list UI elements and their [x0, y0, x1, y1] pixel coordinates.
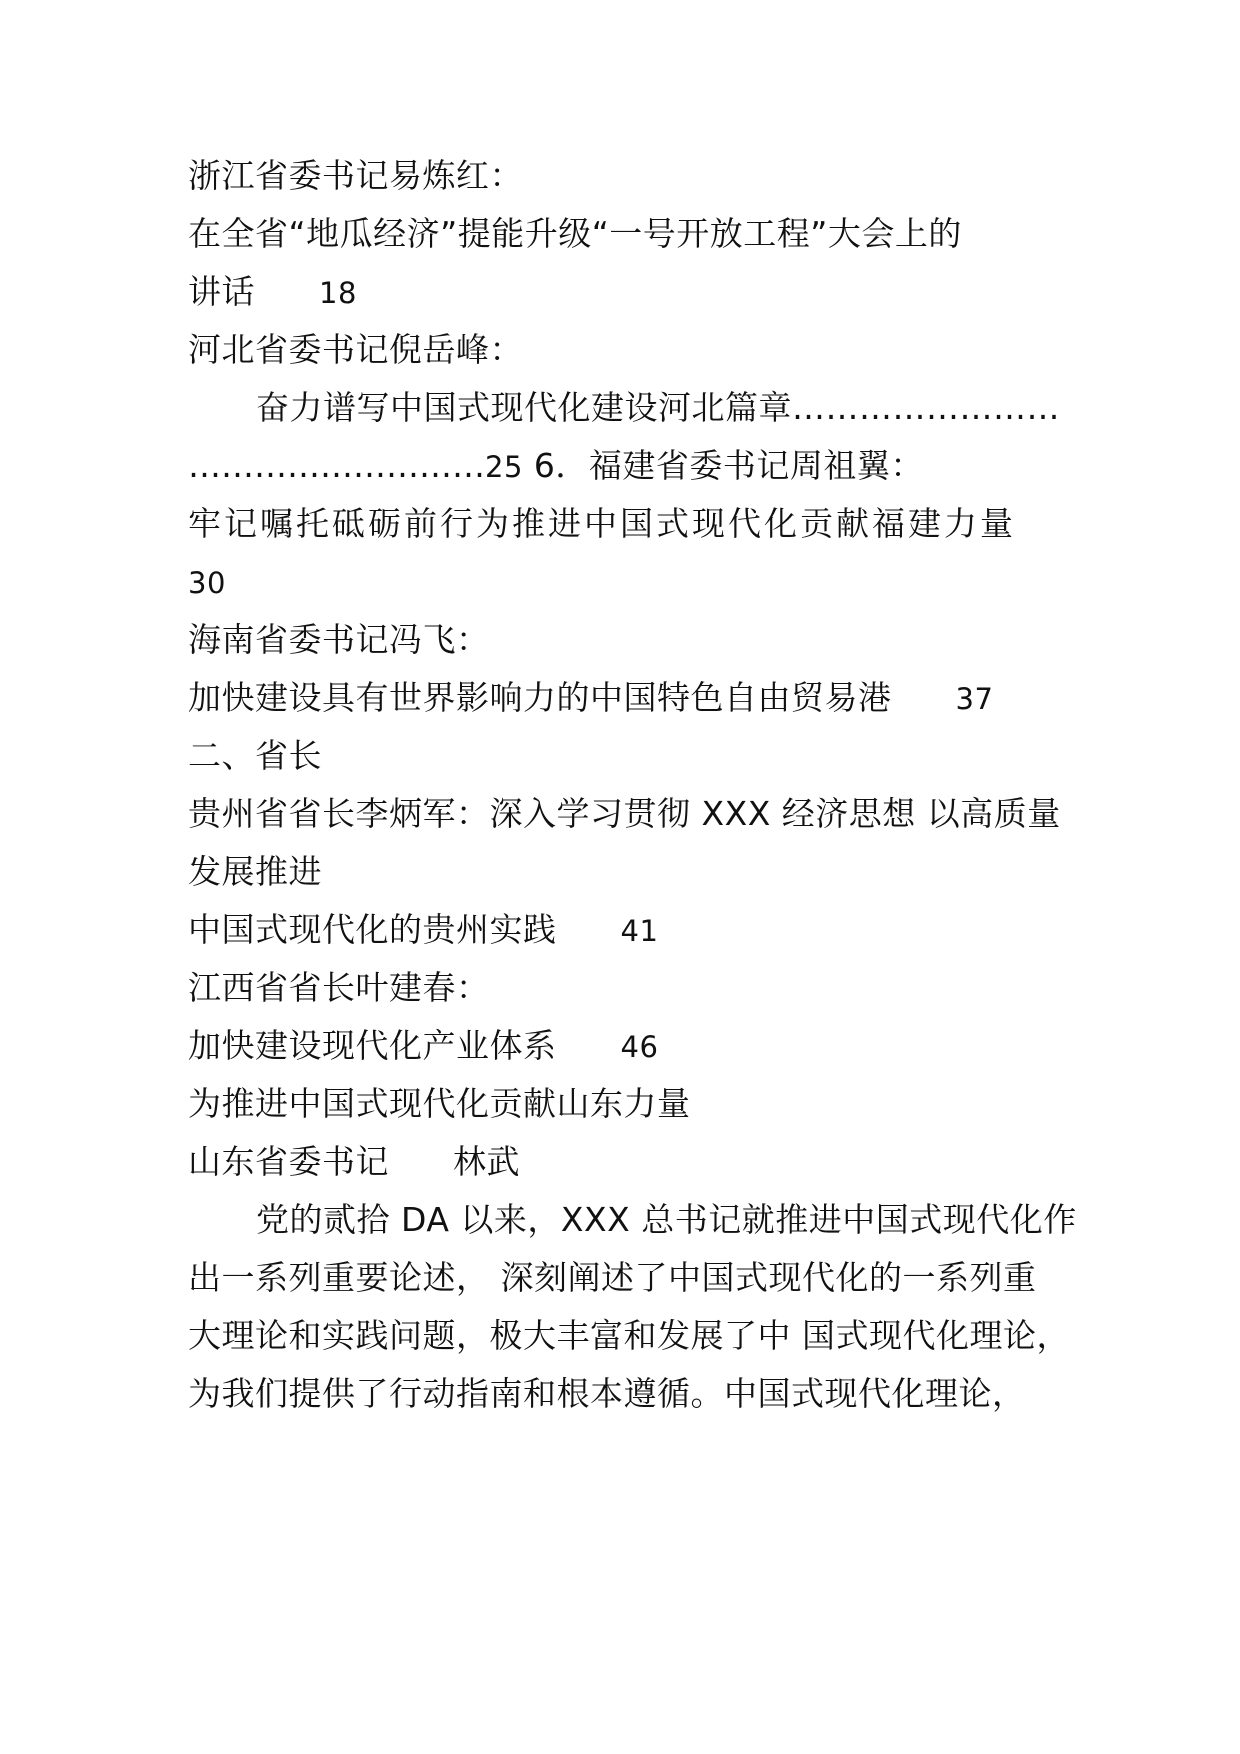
toc-guizhou-title-line-1 — [188, 792, 1061, 836]
toc-jiangxi-heading-text: 江西省省长叶建春： — [188, 968, 490, 1007]
toc-hebei-title-text: 奋力谱写中国式现代化建设河北篇章…………………… — [256, 388, 1060, 427]
toc-hainan-heading-text: 海南省委书记冯飞： — [188, 620, 490, 659]
toc-section-two-text: 二、省长 — [188, 736, 322, 775]
toc-guizhou-title-line-2 — [188, 850, 322, 894]
toc-jiangxi-title-line — [188, 1024, 658, 1069]
toc-hebei-fujian-line — [188, 444, 924, 489]
toc-guizhou-title-line-3 — [188, 908, 658, 953]
toc-hainan-title-line — [188, 676, 993, 721]
toc-fujian-page-line — [188, 560, 226, 605]
article-title-text: 为推进中国式现代化贡献山东力量 — [188, 1084, 691, 1123]
article-paragraph-text-4: 为我们提供了行动指南和根本遵循。中国式现代化理论， — [188, 1374, 1026, 1413]
article-paragraph-line-3 — [188, 1314, 1070, 1358]
toc-fujian-page-number: 30 — [188, 566, 226, 600]
article-author-role: 山东省委书记 — [188, 1142, 389, 1181]
toc-hainan-heading — [188, 618, 490, 662]
toc-jiangxi-title-text: 加快建设现代化产业体系 — [188, 1026, 557, 1065]
toc-guizhou-title-text-1: 贵州省省长李炳军：深入学习贯彻 XXX 经济思想 以高质量 — [188, 794, 1061, 833]
toc-hebei-page-number: 25 — [485, 450, 523, 484]
toc-section-heading — [188, 734, 322, 778]
toc-hainan-page-number: 37 — [955, 682, 994, 716]
toc-zhejiang-title-text-2: 讲话 — [188, 272, 255, 311]
toc-fujian-title-line — [188, 502, 1016, 546]
article-title — [188, 1082, 691, 1126]
toc-jiangxi-heading — [188, 966, 490, 1010]
article-paragraph-line-4 — [188, 1372, 1026, 1416]
toc-fujian-title-text: 牢记嘱托砥砺前行为推进中国式现代化贡献福建力量 — [188, 504, 1016, 543]
toc-zhejiang-title-text-1: 在全省“地瓜经济”提能升级“一号开放工程”大会上的 — [188, 214, 962, 253]
article-byline — [188, 1140, 520, 1184]
article-paragraph-text-3: 大理论和实践问题，极大丰富和发展了中 国式现代化理论， — [188, 1316, 1070, 1355]
toc-hebei-title-line — [256, 386, 1060, 430]
toc-zhejiang-heading-text: 浙江省委书记易炼红： — [188, 156, 523, 195]
article-author-name: 林武 — [453, 1142, 520, 1181]
toc-hebei-heading-text: 河北省委书记倪岳峰： — [188, 330, 523, 369]
article-paragraph-line-1 — [256, 1198, 1077, 1242]
article-paragraph-line-2 — [188, 1256, 1037, 1300]
toc-zhejiang-page-number: 18 — [319, 276, 357, 310]
toc-leader-dots: ……………………… — [188, 446, 485, 485]
toc-guizhou-title-text-2: 发展推进 — [188, 852, 322, 891]
toc-fujian-heading-text: 6．福建省委书记周祖翼： — [533, 446, 924, 485]
toc-hainan-title-text: 加快建设具有世界影响力的中国特色自由贸易港 — [188, 678, 892, 717]
toc-zhejiang-title-line-1 — [188, 212, 962, 256]
toc-zhejiang-heading — [188, 154, 523, 198]
toc-jiangxi-page-number: 46 — [620, 1030, 659, 1064]
toc-hebei-heading — [188, 328, 523, 372]
toc-guizhou-title-text-3: 中国式现代化的贵州实践 — [188, 910, 557, 949]
toc-zhejiang-title-line-2 — [188, 270, 357, 315]
toc-guizhou-page-number: 41 — [620, 914, 659, 948]
article-paragraph-text-2: 出一系列重要论述， 深刻阐述了中国式现代化的一系列重 — [188, 1258, 1037, 1297]
article-paragraph-text-1: 党的贰拾 DA 以来，XXX 总书记就推进中国式现代化作 — [256, 1200, 1077, 1239]
